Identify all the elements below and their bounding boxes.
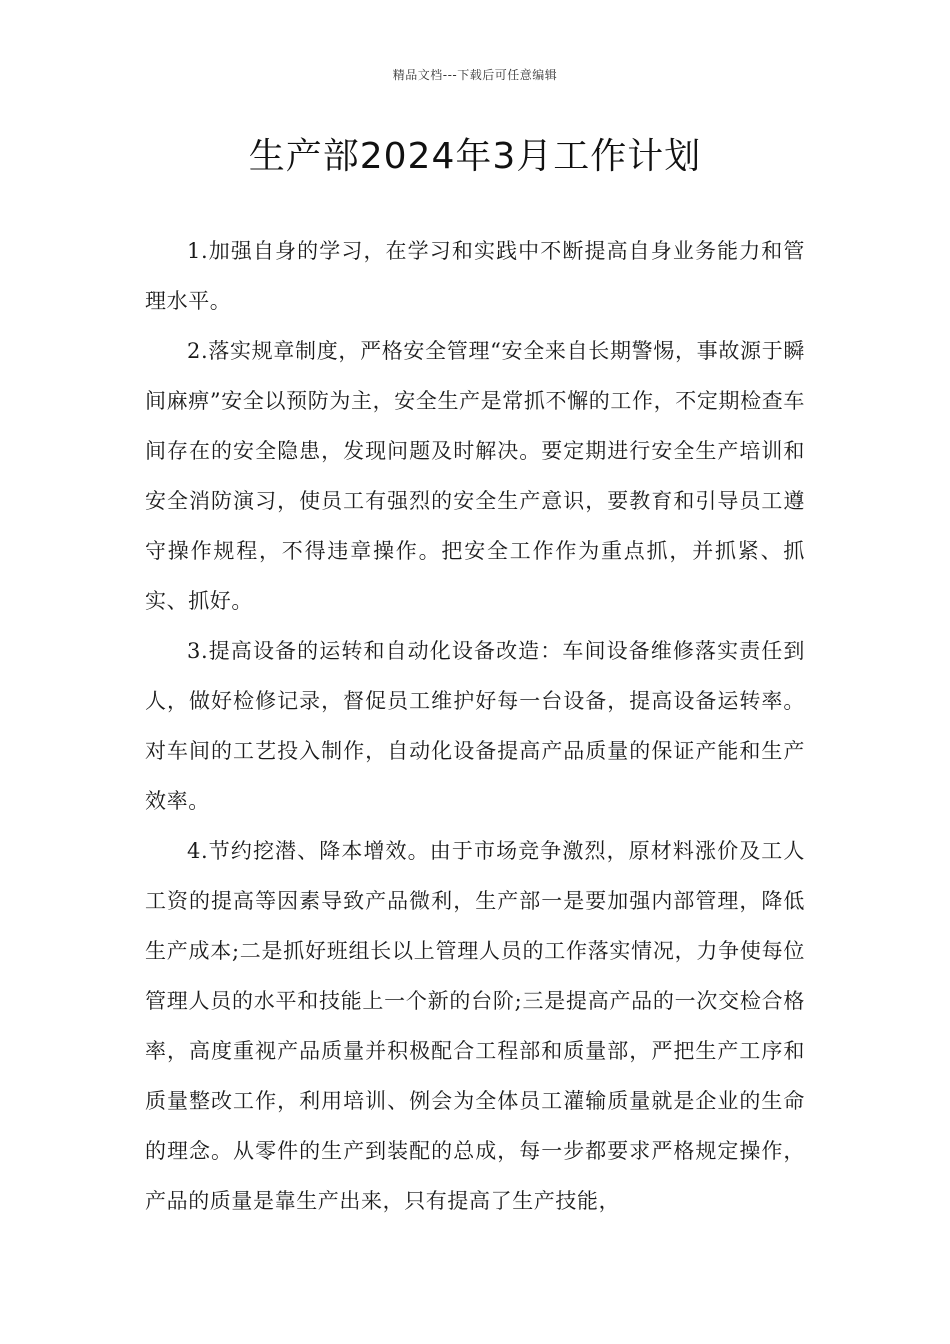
paragraph-1: 1.加强自身的学习，在学习和实践中不断提高自身业务能力和管理水平。 [145,239,805,313]
document-body [145,226,805,1226]
document-title: 生产部2024年3月工作计划 [248,136,702,177]
paragraph-3: 3.提高设备的运转和自动化设备改造：车间设备维修落实责任到人，做好检修记录，督促员工维护好每一台设备，提高设备运转率。对车间的工艺投入制作，自动化设备提高产品质量的保证产能和生产效率。 [145,639,805,813]
paragraph-2: 2.落实规章制度，严格安全管理“安全来自长期警惕，事故源于瞬间麻痹”安全以预防为主，安全生产是常抓不懈的工作，不定期检查车间存在的安全隐患，发现问题及时解决。要定期进行安全生产培训和安全消防演习，使员工有强烈的安全生产意识，要教育和引导员工遵守操作规程，不得违章操作。把安全工作作为重点抓，并抓紧、抓实、抓好。 [145,339,805,613]
paragraph-4: 4.节约挖潜、降本增效。由于市场竞争激烈，原材料涨价及工人工资的提高等因素导致产品微利，生产部一是要加强内部管理，降低生产成本;二是抓好班组长以上管理人员的工作落实情况，力争使每位管理人员的水平和技能上一个新的台阶;三是提高产品的一次交检合格率，高度重视产品质量并积极配合工程部和质量部，严把生产工序和质量整改工作，利用培训、例会为全体员工灌输质量就是企业的生命的理念。从零件的生产到装配的总成，每一步都要求严格规定操作，产品的质量是靠生产出来，只有提高了生产技能， [145,839,805,1213]
header-note: 精品文档---下载后可任意编辑 [392,68,558,82]
